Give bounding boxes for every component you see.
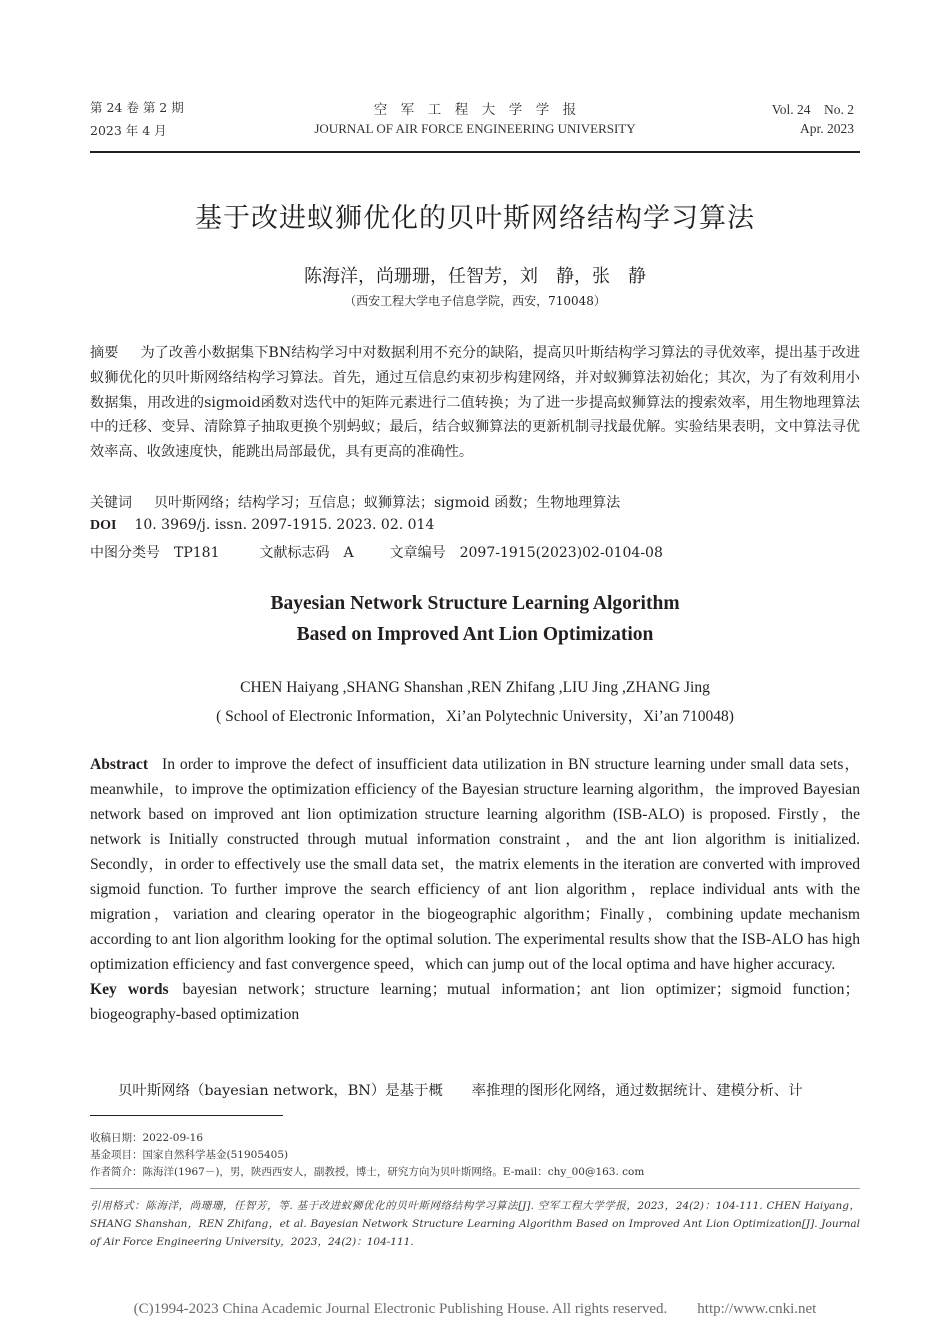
abstract-cn-label: 摘要 [90, 345, 119, 361]
doc-code-value: A [343, 545, 354, 561]
abstract-cn-text: 为了改善小数据集下BN结构学习中对数据利用不充分的缺陷，提高贝叶斯结构学习算法的寻优效率，提出基于改进蚁狮优化的贝叶斯网络结构学习算法。首先，通过互信息约束初步构建网络，并对蚁狮算法初始化；其次，为了有效利用小数据集，用改进的sigmoid函数对迭代中的矩阵元素进行二值转换；为了进一步提高蚁狮算法的搜索效率，用生物地理算法中的迁移、变异、清除算子抽取更换个别蚂蚁；最后，结合蚁狮算法的更新机制寻找最优解。实验结果表明，文中算法寻优效率高、收敛速度快，能跳出局部最优，具有更高的准确性。 [90, 345, 860, 461]
doi-line [90, 517, 860, 534]
keywords-cn-text: 贝叶斯网络；结构学习；互信息；蚁狮算法；sigmoid 函数；生物地理算法 [154, 495, 621, 511]
doi-value: 10. 3969/j. issn. 2097-1915. 2023. 02. 014 [134, 517, 435, 533]
paper-title-en-line1: Bayesian Network Structure Learning Algorithm [270, 593, 680, 614]
volume-issue-cn: 第 24 卷 第 2 期 [90, 100, 184, 115]
doc-code-label: 文献标志码 [259, 545, 330, 561]
abstract-en [90, 752, 860, 1027]
journal-name-en: JOURNAL OF AIR FORCE ENGINEERING UNIVERSITY [314, 121, 636, 136]
authors-cn: 陈海洋，尚珊珊，任智芳，刘 静，张 静 [304, 266, 646, 287]
authors-en: CHEN Haiyang ,SHANG Shanshan ,REN Zhifang ,LIU Jing ,ZHANG Jing [240, 679, 710, 696]
footnote-received: 收稿日期：2022-09-16 [90, 1132, 204, 1144]
keywords-cn-label: 关键词 [90, 495, 132, 511]
clc-label: 中图分类号 [90, 545, 160, 561]
intro-first-line: 贝叶斯网络（bayesian network，BN）是基于概 率推理的图形化网络，通过数据统计、建模分析、计 [118, 1083, 803, 1099]
keywords-cn [90, 492, 860, 512]
abstract-en-label: Abstract [90, 756, 149, 773]
copyright-notice: (C)1994-2023 China Academic Journal Electronic Publishing House. All rights reserved. http://www.cnki.net [133, 1301, 817, 1317]
journal-name-cn: 空 军 工 程 大 学 学 报 [373, 102, 577, 118]
keywords-en-label: Key words [90, 981, 169, 998]
citation-format: 引用格式：陈海洋，尚珊珊，任智芳，等. 基于改进蚁狮优化的贝叶斯网络结构学习算法[J]. 空军工程大学学报，2023，24(2)：104-111. CHEN Haiyang，SHANG Shanshan，REN Zhifang，et al. Bayesian Network Structure Learning Algorithm Based on Improved Ant Lion Optimization[J]. Journal of Air Force Engineering University，2023，24(2)：104-111. [90, 1200, 860, 1248]
volume-issue-en: Vol. 24 No. 2 [771, 102, 854, 117]
footnote-rule [90, 1115, 283, 1116]
article-no-label: 文章编号 [389, 545, 446, 561]
paper-title-en-line2: Based on Improved Ant Lion Optimization [296, 624, 654, 645]
abstract-cn [90, 341, 860, 465]
citation-rule [90, 1188, 860, 1189]
footnote-author: 作者简介：陈海洋(1967－)，男，陕西西安人，副教授，博士，研究方向为贝叶斯网络。E-mail：chy_00@163. com [90, 1166, 645, 1178]
keywords-en-text: bayesian network；structure learning；mutual information；ant lion optimizer；sigmoid function；biogeography-based optimization [90, 981, 860, 1023]
abstract-en-text: In order to improve the defect of insufficient data utilization in BN structure learning under small data sets，meanwhile，to improve the optimization efficiency of the Bayesian structure learning algorithm，the improved Bayesian network based on improved ant lion optimization structure learning algorithm (ISB-ALO) is proposed. Firstly，the network is Initially constructed through mutual information constraint，and the ant lion algorithm is initialized. Secondly，in order to effectively use the small data set，the matrix elements in the iteration are converted with improved sigmoid function. To further improve the search efficiency of ant lion algorithm，replace individual ants with the migration，variation and clearing operator in the biogeographic algorithm；Finally，combining update mechanism according to ant lion algorithm looking for the optimal solution. The experimental results show that the ISB-ALO has high optimization efficiency and fast convergence speed，which can jump out of the local optima and have higher accuracy. [90, 756, 860, 973]
clc-value: TP181 [174, 545, 220, 561]
paper-title-cn: 基于改进蚁狮优化的贝叶斯网络结构学习算法 [195, 203, 755, 234]
date-en: Apr. 2023 [800, 121, 854, 136]
header-rule [90, 151, 860, 153]
doi-label: DOI [90, 518, 117, 533]
article-no-value: 2097-1915(2023)02-0104-08 [459, 545, 663, 561]
date-cn: 2023 年 4 月 [90, 123, 167, 138]
affiliation-en: ( School of Electronic Information，Xi’an Polytechnic University，Xi’an 710048) [216, 708, 734, 725]
affiliation-cn: （西安工程大学电子信息学院，西安，710048） [344, 294, 606, 308]
classification-line [90, 542, 860, 562]
footnote-funding: 基金项目：国家自然科学基金(51905405) [90, 1149, 289, 1161]
